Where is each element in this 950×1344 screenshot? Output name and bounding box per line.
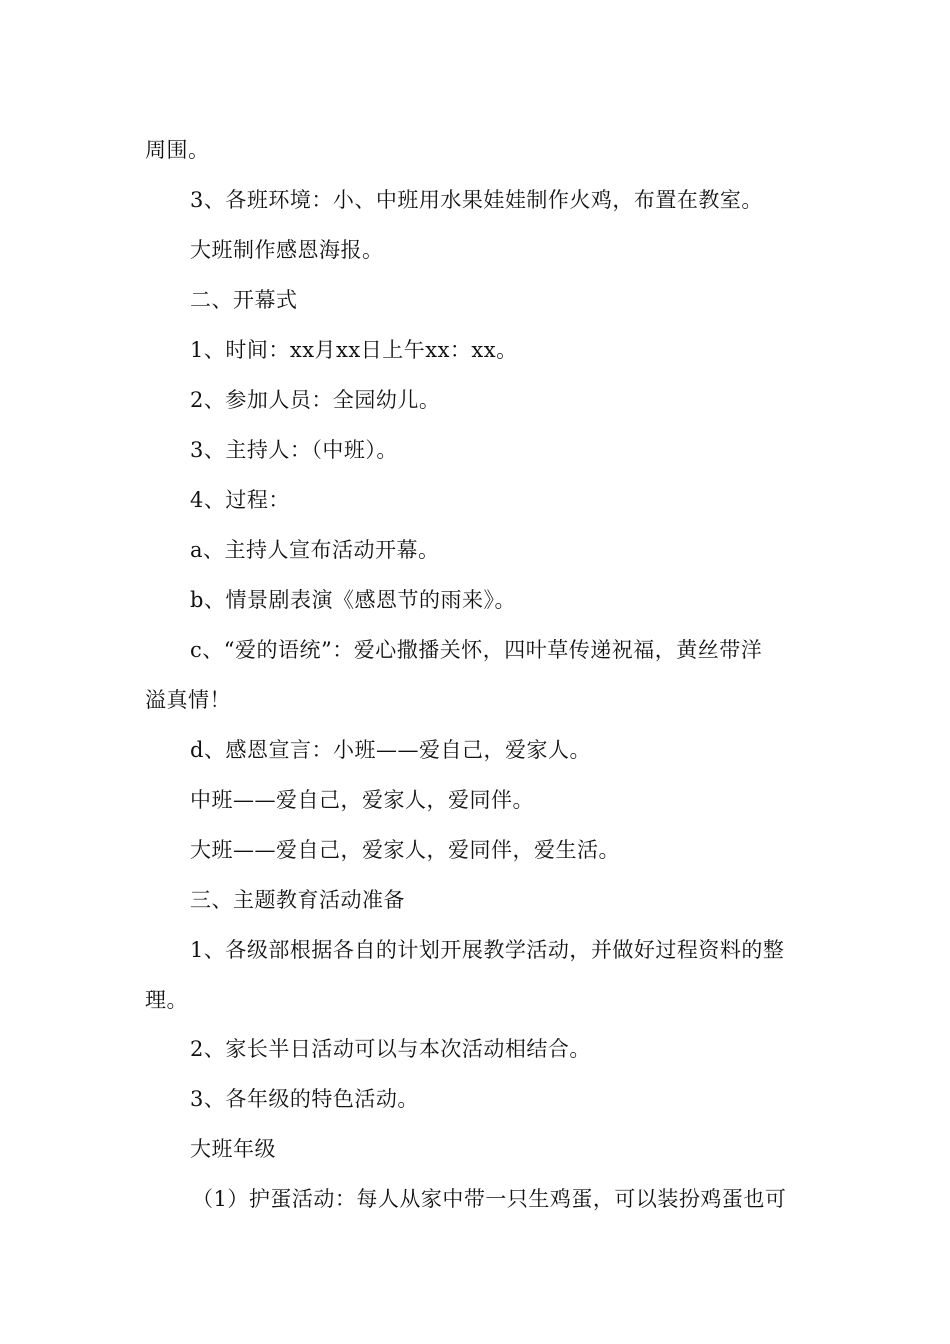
text-line: 中班——爱自己，爱家人，爱同伴。 (190, 788, 534, 812)
section-heading: 三、主题教育活动准备 (190, 888, 405, 912)
text-line: 大班——爱自己，爱家人，爱同伴，爱生活。 (190, 838, 620, 862)
text-line: 1、各级部根据各自的计划开展教学活动，并做好过程资料的整 (190, 938, 785, 962)
text-line: 3、主持人：（中班）。 (190, 438, 398, 462)
section-heading: 二、开幕式 (190, 288, 298, 312)
text-line: 1、时间：xx月xx日上午xx：xx。 (190, 338, 518, 362)
text-line: 大班制作感恩海报。 (190, 238, 384, 262)
text-line: 周围。 (145, 138, 210, 162)
text-line: 3、各班环境：小、中班用水果娃娃制作火鸡，布置在教室。 (190, 188, 763, 212)
text-line: 溢真情！ (145, 688, 231, 712)
text-line: d、感恩宣言：小班——爱自己，爱家人。 (190, 738, 591, 762)
text-line: b、情景剧表演《感恩节的雨来》。 (190, 588, 516, 612)
text-line: 理。 (145, 988, 188, 1012)
text-line: 2、家长半日活动可以与本次活动相结合。 (190, 1037, 591, 1061)
text-line: （1）护蛋活动：每人从家中带一只生鸡蛋，可以装扮鸡蛋也可 (192, 1187, 787, 1211)
text-line: 3、各年级的特色活动。 (190, 1087, 419, 1111)
text-line: 2、参加人员：全园幼儿。 (190, 388, 441, 412)
text-line: a、主持人宣布活动开幕。 (190, 538, 440, 562)
text-line: c、“爱的语统”：爱心撒播关怀，四叶草传递祝福，黄丝带洋 (190, 638, 763, 662)
subheading: 大班年级 (190, 1137, 276, 1161)
text-line: 4、过程： (190, 488, 290, 512)
